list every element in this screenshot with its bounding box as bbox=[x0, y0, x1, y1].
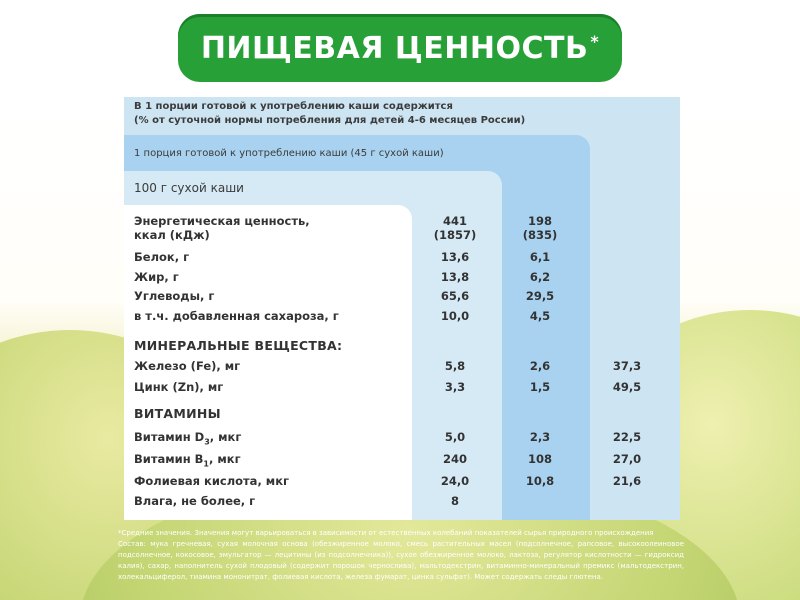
section-minerals-title: МИНЕРАЛЬНЫЕ ВЕЩЕСТВА: bbox=[134, 338, 343, 353]
row-moisture bbox=[134, 494, 674, 512]
zinc-100g: 3,3 bbox=[444, 380, 466, 394]
row-sucrose bbox=[134, 309, 674, 327]
energy-label-line1: Энергетическая ценность, bbox=[134, 214, 310, 228]
vitamin-d3-percent: 22,5 bbox=[612, 430, 642, 444]
iron-percent: 37,3 bbox=[612, 359, 642, 373]
row-vitamin-d3 bbox=[134, 430, 674, 448]
row-carbs bbox=[134, 289, 674, 307]
protein-label: Белок, г bbox=[134, 250, 190, 264]
row-zinc bbox=[134, 380, 674, 398]
zinc-portion: 1,5 bbox=[529, 380, 551, 394]
protein-100g: 13,6 bbox=[440, 250, 470, 264]
folic-acid-portion: 10,8 bbox=[525, 474, 555, 488]
sucrose-portion: 4,5 bbox=[529, 309, 551, 323]
footnote-ingredients: Состав: мука гречневая, сухая молочная основа (обезжиренное молоко, смесь растительных масел (подсолнечное, рапсовое, высокоолеиновое подсолнечное, кокосовое, эмульгатор — лецитины (из подсолнечника)), сухое обезжиренное молоко, лактоза, регулятор кислотности — гидроксид калия), сахар, наполнитель сухой плодовый (содержит порошок чернослива), мальтодекстрин, витаминно-минеральный премикс (мальтодекстрин, холекальциферол, тиамина мононитрат, фолиевая кислота, железа фумарат, цинка сульфат). Может содержать следы глютена. bbox=[118, 540, 684, 581]
energy-kj-portion: (835) bbox=[522, 228, 558, 242]
energy-label-line2: ккал (кДж) bbox=[134, 228, 210, 242]
iron-portion: 2,6 bbox=[529, 359, 551, 373]
row-protein bbox=[134, 250, 674, 268]
header-percent-line1: В 1 порции готовой к употреблению каши содержится bbox=[134, 101, 453, 112]
sucrose-label: в т.ч. добавленная сахароза, г bbox=[134, 309, 339, 323]
moisture-label: Влага, не более, г bbox=[134, 494, 256, 508]
vitamin-b1-100g: 240 bbox=[442, 452, 467, 466]
folic-acid-percent: 21,6 bbox=[612, 474, 642, 488]
fat-100g: 13,8 bbox=[440, 270, 470, 284]
footnote bbox=[118, 528, 684, 583]
protein-portion: 6,1 bbox=[529, 250, 551, 264]
zinc-label: Цинк (Zn), мг bbox=[134, 380, 224, 394]
sucrose-100g: 10,0 bbox=[440, 309, 470, 323]
folic-acid-label: Фолиевая кислота, мкг bbox=[134, 474, 290, 488]
vitamin-b1-percent: 27,0 bbox=[612, 452, 642, 466]
page-title: ПИЩЕВАЯ ЦЕННОСТЬ * bbox=[200, 30, 600, 66]
folic-acid-100g: 24,0 bbox=[440, 474, 470, 488]
carbs-100g: 65,6 bbox=[440, 289, 470, 303]
row-folic-acid bbox=[134, 474, 674, 492]
title-banner bbox=[178, 14, 622, 82]
carbs-label: Углеводы, г bbox=[134, 289, 215, 303]
title-asterisk: * bbox=[590, 31, 600, 51]
vitamin-d3-portion: 2,3 bbox=[529, 430, 551, 444]
vitamin-b1-portion: 108 bbox=[527, 452, 552, 466]
vitamin-b1-label: Витамин $B_1$, мкг bbox=[134, 452, 241, 469]
moisture-100g: 8 bbox=[450, 494, 459, 508]
vitamin-d3-100g: 5,0 bbox=[444, 430, 466, 444]
zinc-percent: 49,5 bbox=[612, 380, 642, 394]
energy-kcal-100g: 441 bbox=[442, 214, 467, 228]
row-energy bbox=[134, 214, 674, 244]
section-vitamins-title: ВИТАМИНЫ bbox=[134, 406, 221, 421]
energy-kcal-portion: 198 bbox=[527, 214, 552, 228]
footnote-averages: *Средние значения. Значения могут варьироваться в зависимости от естественных колебаний показателей сырья природного происхождения bbox=[118, 529, 654, 537]
row-vitamin-b1 bbox=[134, 452, 674, 470]
fat-label: Жир, г bbox=[134, 270, 179, 284]
header-portion: 1 порция готовой к употреблению каши (45 г сухой каши) bbox=[134, 148, 444, 159]
iron-label: Железо (Fe), мг bbox=[134, 359, 241, 373]
iron-100g: 5,8 bbox=[444, 359, 466, 373]
vitamin-d3-label: Витамин $D_3$, мкг bbox=[134, 430, 242, 447]
fat-portion: 6,2 bbox=[529, 270, 551, 284]
header-percent-line2: (% от суточной нормы потребления для детей 4-6 месяцев России) bbox=[134, 115, 526, 126]
row-fat bbox=[134, 270, 674, 288]
energy-kj-100g: (1857) bbox=[433, 228, 477, 242]
header-per-100g: 100 г сухой каши bbox=[134, 181, 244, 195]
carbs-portion: 29,5 bbox=[525, 289, 555, 303]
row-iron bbox=[134, 359, 674, 377]
